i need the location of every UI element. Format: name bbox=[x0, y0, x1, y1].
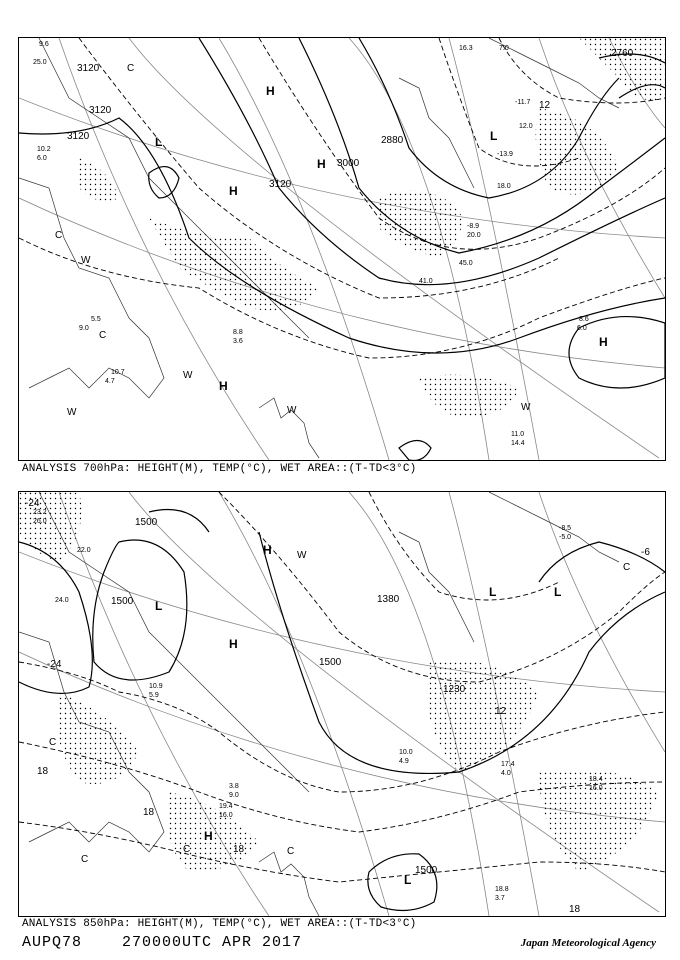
cold-center-label: C bbox=[49, 737, 57, 748]
height-label: 3120 bbox=[77, 63, 100, 74]
station-value: 45.0 bbox=[459, 260, 473, 267]
station-value: 11.0 bbox=[511, 431, 525, 438]
map-panel-850hpa bbox=[18, 491, 666, 917]
station-value: 9.6 bbox=[39, 41, 49, 48]
station-value: 10.0 bbox=[399, 749, 413, 756]
station-value: -8.5 bbox=[559, 525, 572, 532]
station-value: 22.0 bbox=[77, 547, 91, 554]
station-value: 18.0 bbox=[497, 183, 511, 190]
warm-center-label: W bbox=[297, 550, 307, 561]
station-value: 4.0 bbox=[501, 770, 511, 777]
low-center-label: L bbox=[554, 585, 562, 599]
height-label: 1230 bbox=[443, 684, 466, 695]
warm-center-label: W bbox=[287, 405, 297, 416]
station-value: 18.4 bbox=[589, 776, 603, 783]
station-value: 19.4 bbox=[219, 803, 233, 810]
station-value: 14.4 bbox=[511, 440, 525, 447]
warm-center-label: W bbox=[183, 370, 193, 381]
height-label: 1380 bbox=[377, 594, 400, 605]
high-center-label: H bbox=[204, 829, 213, 843]
station-value: 16.0 bbox=[589, 785, 603, 792]
height-label: 1500 bbox=[111, 596, 134, 607]
chart-code: AUPQ78 bbox=[22, 934, 83, 951]
station-value: 6.0 bbox=[37, 155, 47, 162]
station-value: -13.9 bbox=[497, 151, 513, 158]
map-850hpa-canvas bbox=[19, 492, 665, 916]
map-panel-700hpa bbox=[18, 37, 666, 461]
isotherm-label: 18 bbox=[143, 807, 155, 818]
high-center-label: H bbox=[266, 84, 275, 98]
panel-caption-700hpa: ANALYSIS 700hPa: HEIGHT(M), TEMP(°C), WET AREA::(T-TD<3°C) bbox=[22, 463, 417, 475]
chart-id-and-time bbox=[22, 934, 302, 951]
station-value: 12.0 bbox=[519, 123, 533, 130]
station-value: 8.8 bbox=[233, 329, 243, 336]
station-value: 3.7 bbox=[495, 895, 505, 902]
cold-center-label: C bbox=[127, 63, 135, 74]
isotherm-label: -6 bbox=[641, 547, 650, 558]
low-center-label: L bbox=[155, 135, 163, 149]
height-label: 1500 bbox=[319, 657, 342, 668]
height-label: 3000 bbox=[337, 158, 360, 169]
height-label: 3120 bbox=[269, 179, 292, 190]
warm-center-label: W bbox=[521, 402, 531, 413]
cold-center-label: C bbox=[81, 854, 89, 865]
low-center-label: L bbox=[155, 599, 163, 613]
cold-center-label: C bbox=[99, 330, 107, 341]
station-value: 5.5 bbox=[91, 316, 101, 323]
height-label: 3120 bbox=[67, 131, 90, 142]
isotherm-label: 12 bbox=[495, 706, 507, 717]
height-label: 1500 bbox=[415, 865, 438, 876]
station-value: 3.6 bbox=[233, 338, 243, 345]
station-value: 24.0 bbox=[55, 597, 69, 604]
station-value: 17.4 bbox=[501, 761, 515, 768]
station-value: 18.8 bbox=[495, 886, 509, 893]
high-center-label: H bbox=[229, 184, 238, 198]
valid-time: 270000UTC APR 2017 bbox=[122, 934, 303, 951]
agency-credit: Japan Meteorological Agency bbox=[520, 937, 656, 949]
station-value: 3.8 bbox=[229, 783, 239, 790]
station-value: 6.0 bbox=[577, 325, 587, 332]
isotherm-label: -24 bbox=[47, 659, 62, 670]
station-value: 10.9 bbox=[149, 683, 163, 690]
isotherm-label: 18 bbox=[569, 904, 581, 915]
graticule bbox=[19, 38, 665, 460]
high-center-label: H bbox=[599, 335, 608, 349]
height-label: 3120 bbox=[89, 105, 112, 116]
cold-center-label: C bbox=[55, 230, 63, 241]
isotherm-label: 18 bbox=[37, 766, 49, 777]
cold-center-label: C bbox=[287, 846, 295, 857]
station-value: 4.9 bbox=[399, 758, 409, 765]
station-value: 9.0 bbox=[79, 325, 89, 332]
high-center-label: H bbox=[317, 157, 326, 171]
station-value: 5.9 bbox=[149, 692, 159, 699]
station-value: 8.6 bbox=[579, 316, 589, 323]
station-value: 41.0 bbox=[419, 278, 433, 285]
isotherm-label: -24 bbox=[25, 498, 40, 509]
low-center-label: L bbox=[490, 129, 498, 143]
station-value: 9.0 bbox=[229, 792, 239, 799]
wet-area bbox=[79, 38, 665, 418]
height-label: 1500 bbox=[135, 517, 158, 528]
station-value: 26.0 bbox=[33, 518, 47, 525]
low-center-label: L bbox=[489, 585, 497, 599]
station-value: -11.7 bbox=[515, 99, 531, 106]
station-value: 10.7 bbox=[111, 369, 125, 376]
station-value: 20.0 bbox=[467, 232, 481, 239]
isotherm-label: 18 bbox=[233, 844, 245, 855]
cold-center-label: C bbox=[623, 562, 631, 573]
height-label: 12 bbox=[539, 100, 551, 111]
height-label: 2760 bbox=[611, 48, 634, 59]
map-700hpa-canvas bbox=[19, 38, 665, 460]
panel-caption-850hpa: ANALYSIS 850hPa: HEIGHT(M), TEMP(°C), WET AREA::(T-TD<3°C) bbox=[22, 918, 417, 930]
station-value: 25.0 bbox=[33, 59, 47, 66]
high-center-label: H bbox=[229, 637, 238, 651]
cold-center-label: C bbox=[183, 844, 191, 855]
station-value: -8.9 bbox=[467, 223, 480, 230]
warm-center-label: W bbox=[81, 255, 91, 266]
low-center-label: L bbox=[404, 873, 412, 887]
temperature-centers bbox=[55, 63, 531, 418]
high-center-label: H bbox=[263, 543, 272, 557]
high-center-label: H bbox=[219, 379, 228, 393]
station-value: -5.0 bbox=[559, 534, 572, 541]
station-value: 7.0 bbox=[499, 45, 509, 52]
height-label: 2880 bbox=[381, 135, 404, 146]
station-value: 23.2 bbox=[33, 509, 47, 516]
station-value: 4.7 bbox=[105, 378, 115, 385]
height-contours bbox=[19, 38, 665, 460]
temperature-centers bbox=[49, 550, 630, 865]
station-value: 10.2 bbox=[37, 146, 51, 153]
station-value: 16.3 bbox=[459, 45, 473, 52]
station-value: 16.0 bbox=[219, 812, 233, 819]
warm-center-label: W bbox=[67, 407, 77, 418]
